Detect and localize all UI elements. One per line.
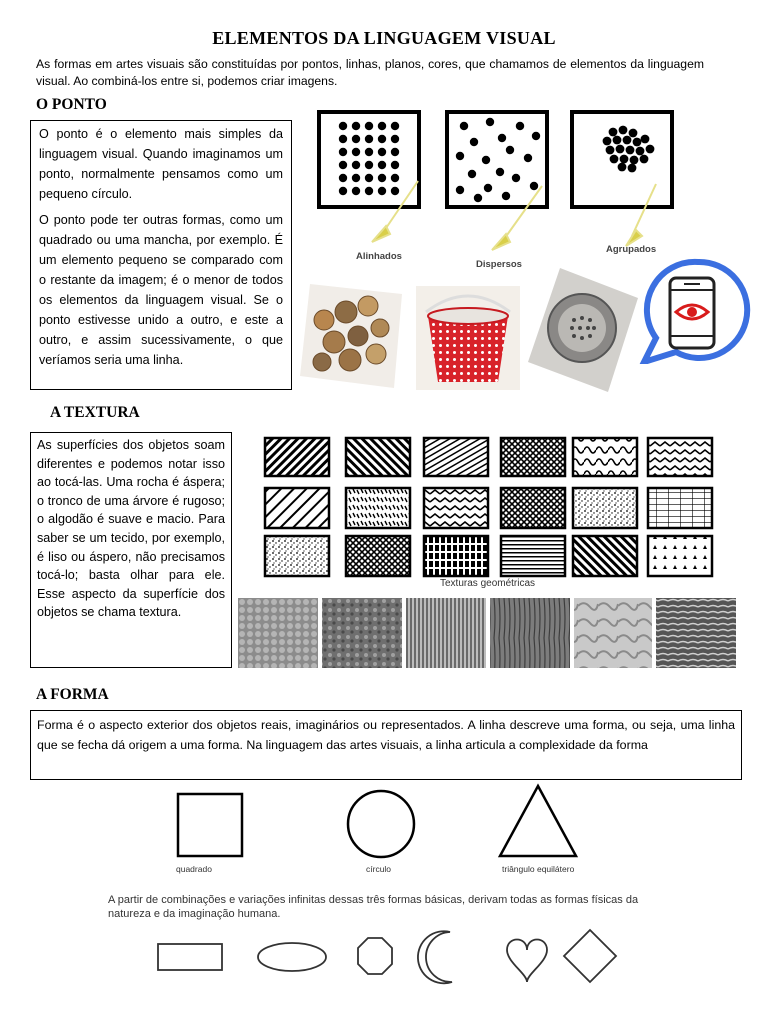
octagon-shape bbox=[358, 938, 392, 974]
square-shape bbox=[178, 794, 242, 856]
arrow-icon bbox=[372, 181, 656, 250]
forma-heading: A FORMA bbox=[36, 686, 109, 703]
triangle-shape bbox=[500, 786, 576, 856]
forma-textbox bbox=[30, 710, 742, 780]
eye-phone-icon bbox=[636, 256, 754, 364]
dispersed-dots bbox=[456, 118, 540, 202]
ponto-paragraph-2: O ponto pode ter outras formas, como um quadrado ou uma mancha, por exemplo. É um elemento pequeno se comparado com o restante da imagem; é o menor de todos os elementos da linguagem visual. Se o ponto estivesse unido a outro, e este a outro, e assim sucessivamente, o que veríamos seria uma linha. bbox=[39, 213, 283, 367]
bucket-photo bbox=[416, 286, 520, 390]
coins-photo bbox=[296, 276, 408, 392]
label-alinhados: Alinhados bbox=[356, 251, 402, 262]
label-quadrado: quadrado bbox=[176, 864, 212, 874]
textura-paragraph: As superfícies dos objetos soam diferentes e podemos notar isso ao tocá-las. Uma rocha é áspera; o tronco de uma árvore é rugoso; o algodão é suave e macio. Para saber se um tecido, por exemplo, é liso ou áspero, não precisamos tocá-lo; basta olhar para ele. Esse aspecto da superfície dos objetos se chama textura. bbox=[37, 438, 225, 620]
ponto-textbox bbox=[30, 120, 292, 390]
aligned-dots bbox=[339, 122, 399, 195]
label-triangulo: triângulo equilátero bbox=[502, 864, 575, 874]
ponto-heading: O PONTO bbox=[36, 96, 107, 113]
ellipse-shape bbox=[258, 943, 326, 971]
derive-text: A partir de combinações e variações infinitas dessas três formas básicas, derivam todas as formas físicas da natureza e da imaginação humana. bbox=[108, 894, 639, 920]
grouped-dots bbox=[603, 126, 655, 173]
geometric-textures bbox=[260, 432, 716, 592]
textura-heading: A TEXTURA bbox=[50, 404, 140, 421]
textura-textbox bbox=[30, 432, 232, 668]
heart-shape bbox=[507, 940, 547, 983]
photo-textures bbox=[238, 598, 736, 668]
forma-paragraph: Forma é o aspecto exterior dos objetos reais, imaginários ou representados. A linha descreve uma forma, ou seja, uma linha que se fecha dá origem a uma forma. Na linguagem das artes visuais, a linha articula a complexidade da forma bbox=[37, 718, 735, 752]
page-title: ELEMENTOS DA LINGUAGEM VISUAL bbox=[212, 28, 556, 48]
intro-text: As formas em artes visuais são constituídas por pontos, linhas, planos, cores, que chamamos de elementos da linguagem visual. Ao combiná-los entre si, podemos criar imagens. bbox=[36, 57, 704, 88]
rectangle-shape bbox=[158, 944, 222, 970]
textures-caption: Texturas geométricas bbox=[440, 578, 536, 589]
derived-shapes bbox=[150, 926, 620, 990]
drain-photo bbox=[524, 268, 638, 392]
label-circulo: círculo bbox=[366, 864, 392, 874]
circle-shape bbox=[348, 791, 414, 857]
diamond-shape bbox=[564, 930, 616, 982]
ponto-paragraph-1: O ponto é o elemento mais simples da linguagem visual. Quando imaginamos um ponto, normalmente pensamos como um pequeno círculo. bbox=[39, 127, 283, 201]
label-agrupados: Agrupados bbox=[606, 244, 657, 254]
label-dispersos: Dispersos bbox=[476, 259, 522, 270]
crescent-shape bbox=[418, 931, 452, 983]
